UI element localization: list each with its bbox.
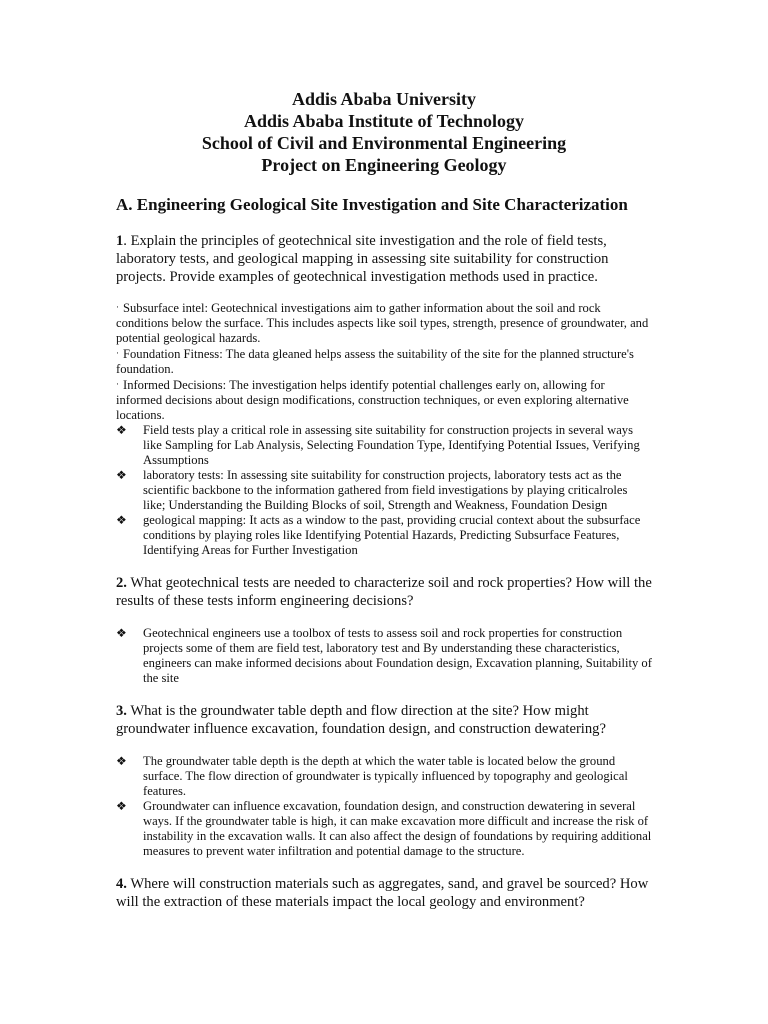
question-2-number: 2. — [116, 575, 127, 591]
question-2-text: What geotechnical tests are needed to characterize soil and rock properties? How will the results of these tests inform engineering decisions? — [116, 575, 652, 609]
list-item: ❖ The groundwater table depth is the depth at which the water table is located below the ground surface. The flow direction of groundwater is typically influenced by topography and geological features. — [116, 754, 628, 798]
question-1-text: . Explain the principles of geotechnical site investigation and the role of field tests, laboratory tests, and geological mapping in assessing site suitability for construction projects. Provide examples of geotechnical investigation methods used in practice. — [116, 233, 609, 285]
dot-bullet: · — [116, 302, 119, 312]
diamond-bullet-icon: ❖ — [116, 799, 127, 813]
school-title: School of Civil and Environmental Engineering — [201, 133, 567, 153]
list-item: ❖ geological mapping: It acts as a window to the past, providing crucial context about the subsurface conditions by playing roles like Identifying Potential Hazards, Predicting Subsurface Features, Identifying Areas for Further Investigation — [116, 513, 641, 557]
document-page — [116, 88, 652, 911]
question-2 — [116, 574, 652, 610]
diamond-bullet-icon: ❖ — [116, 423, 127, 437]
question-1-paragraphs — [116, 300, 652, 423]
project-title: Project on Engineering Geology — [261, 155, 507, 175]
question-1 — [116, 232, 652, 286]
list-item: ❖ Geotechnical engineers use a toolbox of tests to assess soil and rock properties for construction projects some of them are field test, laboratory test and By understanding these characteristics, engineers can make informed decisions about Foundation design, Excavation planning, Suitability of the site — [116, 626, 652, 685]
paragraph-subsurface-intel: · Subsurface intel: Geotechnical investigations aim to gather information about the soil and rock conditions below the surface. This includes aspects like soil types, strength, presence of groundwater, and potential geological hazards. — [116, 301, 649, 345]
title-block — [116, 88, 652, 176]
section-a-heading: A. Engineering Geological Site Investigation and Site Characterization — [116, 195, 628, 214]
paragraph-informed-decisions: · Informed Decisions: The investigation helps identify potential challenges early on, allowing for informed decisions about design modifications, construction techniques, or even exploring alternative locations. — [116, 378, 629, 422]
question-4-number: 4. — [116, 876, 127, 892]
diamond-bullet-icon: ❖ — [116, 468, 127, 482]
diamond-bullet-icon: ❖ — [116, 754, 127, 768]
question-4 — [116, 875, 652, 911]
question-3-text: What is the groundwater table depth and flow direction at the site? How might groundwater influence excavation, foundation design, and construction dewatering? — [116, 703, 606, 737]
dot-bullet: · — [116, 379, 119, 389]
institute-title: Addis Ababa Institute of Technology — [243, 111, 525, 131]
question-3-number: 3. — [116, 703, 127, 719]
question-1-number: 1 — [116, 233, 124, 249]
list-item: ❖ laboratory tests: In assessing site suitability for construction projects, laboratory tests act as the scientific backbone to the information gathered from field investigations by playing criticalroles like; Understanding the Building Blocks of soil, Strength and Weakness, Foundation Design — [116, 468, 628, 512]
question-4-text: Where will construction materials such as aggregates, sand, and gravel be sourced? How will the extraction of these materials impact the local geology and environment? — [116, 876, 649, 910]
list-item: ❖ Groundwater can influence excavation, foundation design, and construction dewatering in several ways. If the groundwater table is high, it can make excavation more difficult and increase the risk of instability in the excavation walls. It can also affect the design of foundations by requiring additional measures to prevent water infiltration and potential damage to the structure. — [116, 799, 652, 858]
question-3 — [116, 702, 652, 738]
paragraph-foundation-fitness: · Foundation Fitness: The data gleaned helps assess the suitability of the site for the planned structure's foundation. — [116, 347, 634, 376]
university-title: Addis Ababa University — [291, 89, 477, 109]
diamond-bullet-icon: ❖ — [116, 626, 127, 640]
list-item: ❖ Field tests play a critical role in assessing site suitability for construction projects in several ways like Sampling for Lab Analysis, Selecting Foundation Type, Identifying Potential Issues, Verifying Assumptions — [116, 423, 640, 467]
diamond-bullet-icon: ❖ — [116, 513, 127, 527]
dot-bullet: · — [116, 348, 119, 358]
